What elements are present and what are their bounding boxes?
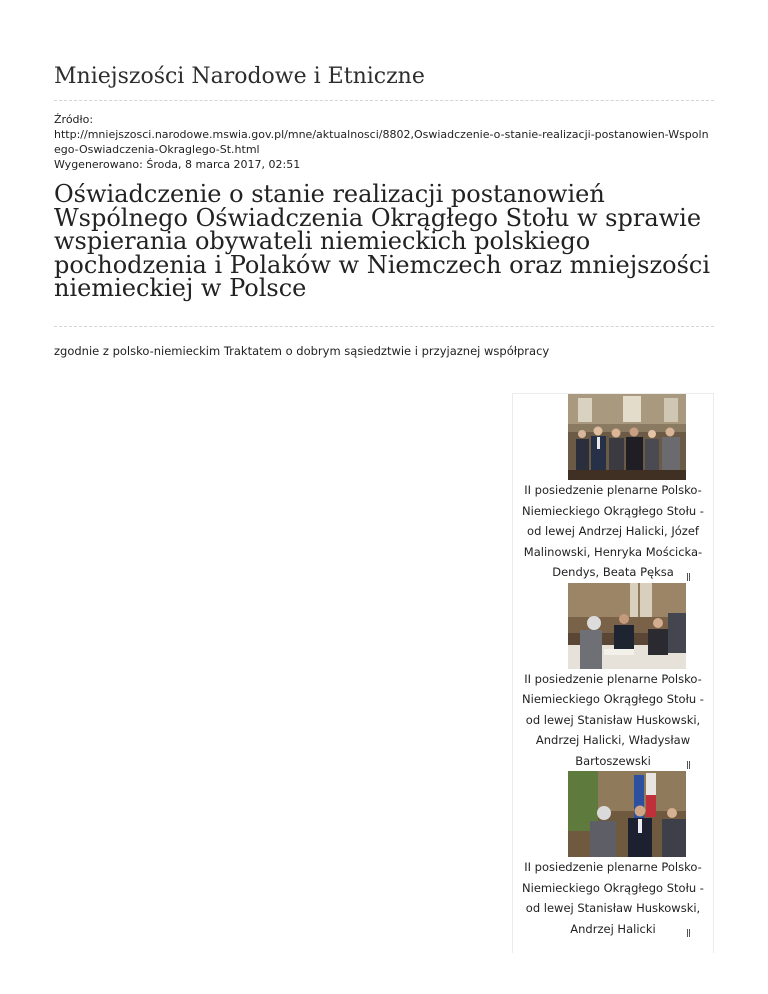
- source-meta: [54, 112, 714, 172]
- photo-caption: II posiedzenie plenarne Polsko-Niemieckiego Okrągłego Stołu - od lewej Stanisław Huskowski, Andrzej Halicki: [522, 860, 704, 936]
- photo-gallery: [512, 393, 714, 953]
- separator-mark: [687, 761, 690, 769]
- title-divider: [54, 326, 714, 327]
- article-lead: zgodnie z polsko-niemieckim Traktatem o dobrym sąsiedztwie i przyjaznej współpracy: [54, 344, 550, 358]
- site-title[interactable]: Mniejszości Narodowe i Etniczne: [54, 64, 425, 89]
- gallery-item: [513, 583, 713, 772]
- header-divider: [54, 100, 714, 101]
- generated-date: Wygenerowano: Środa, 8 marca 2017, 02:51: [54, 158, 301, 171]
- separator-mark: [687, 573, 690, 581]
- group-photo-icon[interactable]: [568, 394, 686, 480]
- conversation-photo-icon[interactable]: [568, 771, 686, 857]
- photo-caption: II posiedzenie plenarne Polsko-Niemieckiego Okrągłego Stołu - od lewej Andrzej Halicki, Józef Malinowski, Henryka Mościcka-Dendys, Beata Pęksa: [522, 483, 704, 579]
- source-url-link[interactable]: http://mniejszosci.narodowe.mswia.gov.pl/mne/aktualnosci/8802,Oswiadczenie-o-stanie-realizacji-postanowien-Wspolnego-Oswiadczenia-Okraglego-St.html: [54, 128, 709, 156]
- gallery-item: [513, 394, 713, 583]
- article-title: Oświadczenie o stanie realizacji postanowień Wspólnego Oświadczenia Okrągłego Stołu w sprawie wspierania obywateli niemieckich polskiego pochodzenia i Polaków w Niemczech oraz mniejszości niemieckiej w Polsce: [54, 180, 711, 302]
- meeting-photo-icon[interactable]: [568, 583, 686, 669]
- source-label: Źródło:: [54, 113, 94, 126]
- photo-caption: II posiedzenie plenarne Polsko-Niemieckiego Okrągłego Stołu - od lewej Stanisław Huskowski, Andrzej Halicki, Władysław Bartoszewski: [522, 671, 704, 768]
- separator-mark: [687, 929, 690, 937]
- gallery-item: [513, 771, 713, 939]
